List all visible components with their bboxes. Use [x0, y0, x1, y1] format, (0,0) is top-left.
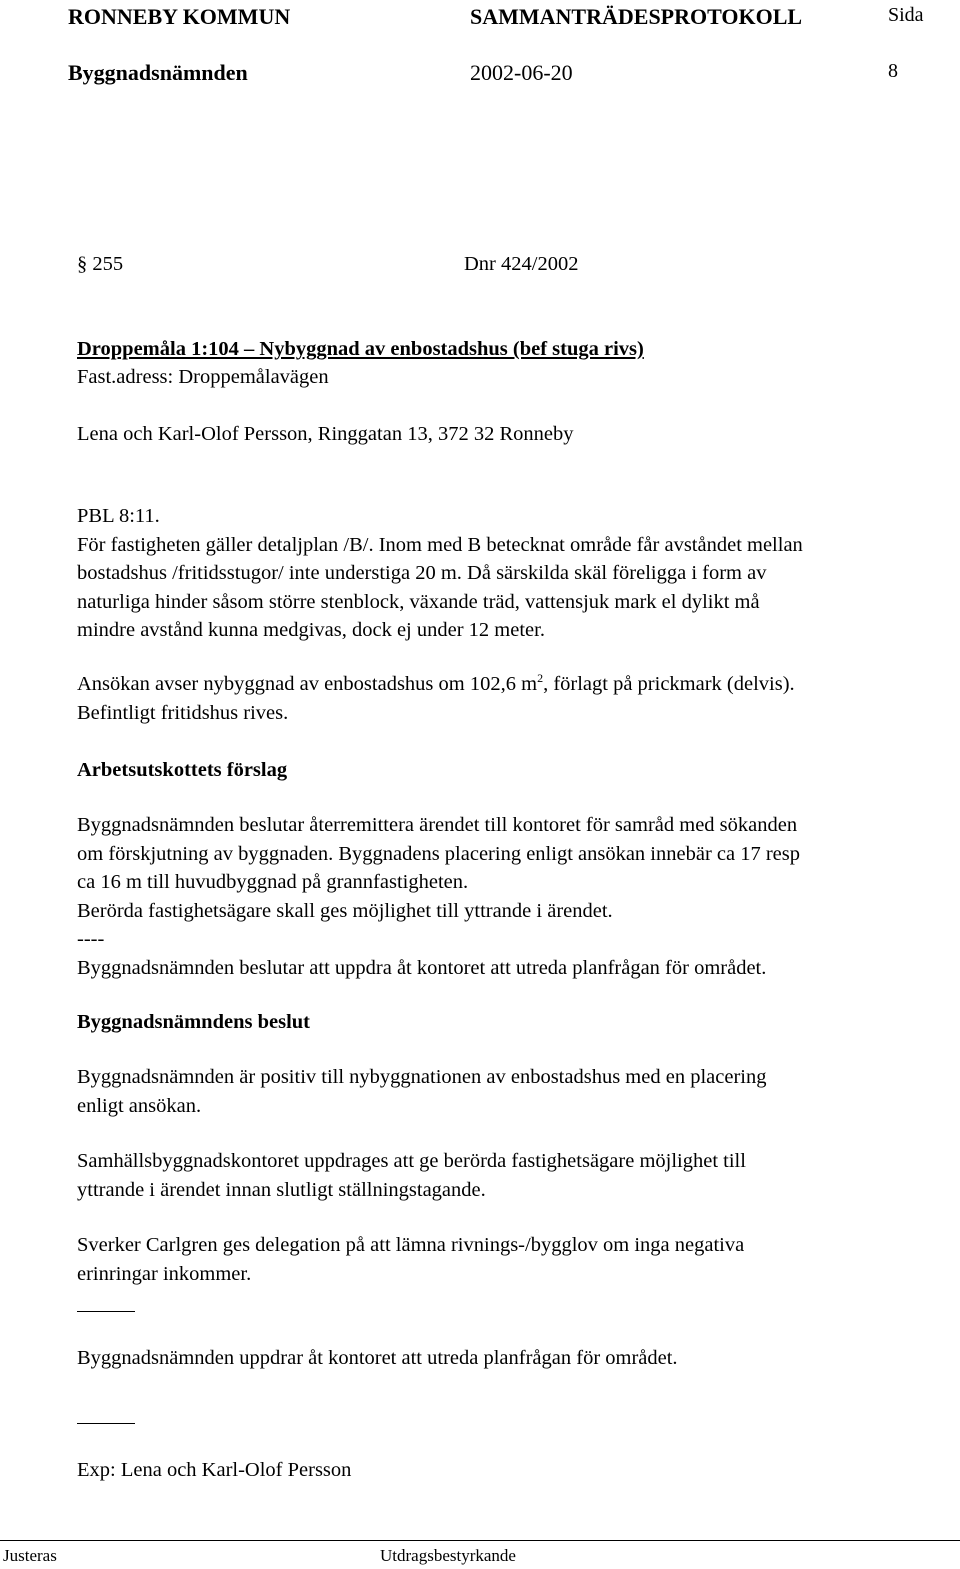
proposal-heading: Arbetsutskottets förslag: [77, 759, 288, 781]
property-address: Fast.adress: Droppemålavägen: [77, 366, 329, 388]
expedition-line: Exp: Lena och Karl-Olof Persson: [77, 1459, 352, 1481]
footer-utdragsbestyrkande: Utdragsbestyrkande: [380, 1546, 516, 1565]
application-paragraph: [77, 670, 947, 727]
proposal-line: Byggnadsnämnden beslutar återremittera ärendet till kontoret för samråd med sökanden: [77, 814, 798, 836]
proposal-paragraph: [77, 811, 947, 982]
proposal-line: Byggnadsnämnden beslutar att uppdra åt kontoret att utreda planfrågan för området.: [77, 956, 767, 979]
committee-name: Byggnadsnämnden: [68, 60, 248, 85]
application-line: Ansökan avser nybyggnad av enbostadshus om 102,6 $m^2$, förlagt på prickmark (delvis).: [77, 671, 795, 695]
org-name: RONNEBY KOMMUN: [68, 4, 291, 29]
application-line: Befintligt fritidshus rives.: [77, 701, 289, 724]
footer-rule: [0, 1540, 960, 1541]
decision-paragraph-2: Samhällsbyggnadskontoret uppdrages att ge berörda fastighetsägare möjlighet till yttrande i ärendet innan slutligt ställningstagande.: [77, 1150, 746, 1201]
proposal-line: om förskjutning av byggnaden. Byggnadens placering enligt ansökan innebär ca 17 resp: [77, 842, 801, 865]
pbl-line: PBL 8:11.: [77, 505, 160, 527]
document-type: SAMMANTRÄDESPROTOKOLL: [470, 4, 803, 29]
footer-justeras: Justeras: [3, 1546, 57, 1565]
case-title: Droppemåla 1:104 – Nybyggnad av enbostadshus (bef stuga rivs): [77, 338, 644, 360]
decision-paragraph-1: Byggnadsnämnden är positiv till nybyggnationen av enbostadshus med en placering enligt ansökan.: [77, 1066, 767, 1117]
pbl-line: bostadshus /fritidsstugor/ inte understiga 20 m. Då särskilda skäl föreligga i form av: [77, 562, 767, 584]
pbl-line: mindre avstånd kunna medgivas, dock ej under 12 meter.: [77, 619, 545, 641]
separator-line: [77, 1311, 135, 1312]
decision-paragraph-4: Byggnadsnämnden uppdrar åt kontoret att utreda planfrågan för området.: [77, 1347, 678, 1369]
dnr-number: Dnr 424/2002: [464, 253, 579, 275]
proposal-line: ca 16 m till huvudbyggnad på grannfastigheten.: [77, 871, 469, 893]
proposal-line: ----: [77, 928, 105, 950]
proposal-line: Berörda fastighetsägare skall ges möjlighet till yttrande i ärendet.: [77, 899, 613, 922]
decision-paragraph-3: Sverker Carlgren ges delegation på att lämna rivnings-/bygglov om inga negativa erinringar inkommer.: [77, 1234, 745, 1285]
separator-line: [77, 1423, 135, 1424]
page-label: Sida: [888, 4, 924, 26]
applicants: Lena och Karl-Olof Persson, Ringgatan 13, 372 32 Ronneby: [77, 423, 574, 445]
page-number: 8: [888, 60, 898, 82]
pbl-line: naturliga hinder såsom större stenblock, växande träd, vattensjuk mark el dylikt må: [77, 590, 760, 613]
pbl-paragraph: [77, 502, 947, 645]
pbl-line: För fastigheten gäller detaljplan /B/. Inom med B betecknat område får avståndet mellan: [77, 533, 803, 556]
section-number: § 255: [77, 253, 124, 275]
superscript-2: 2: [537, 671, 544, 686]
decision-heading: Byggnadsnämndens beslut: [77, 1011, 310, 1033]
meeting-date: 2002-06-20: [470, 60, 573, 85]
